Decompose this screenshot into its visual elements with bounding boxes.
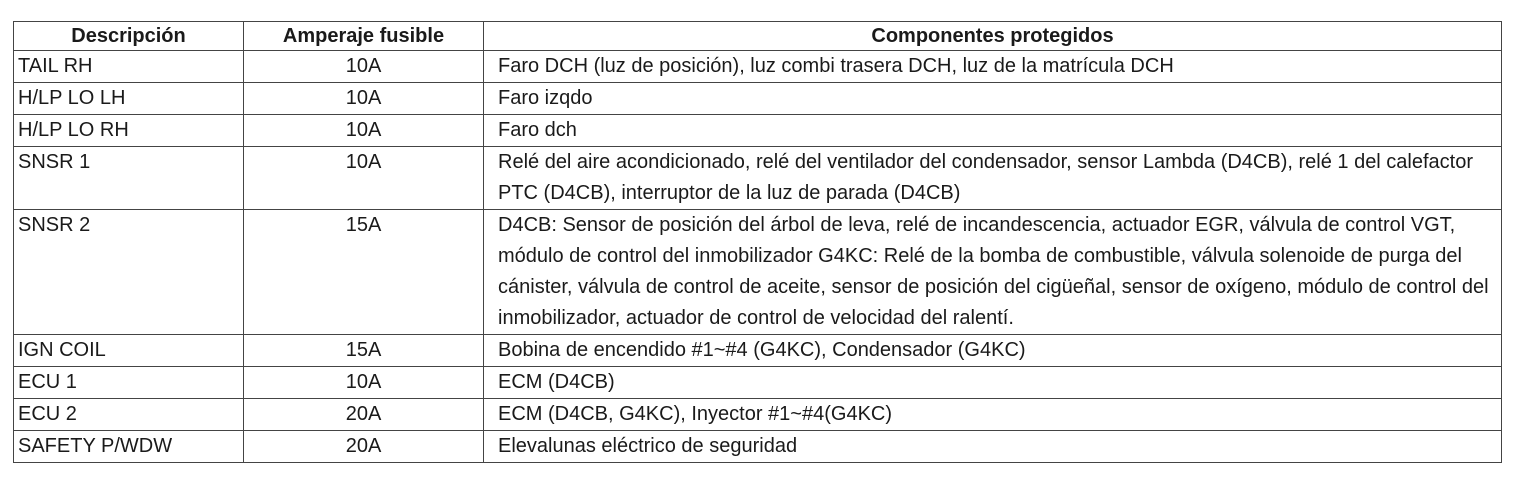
table-row [14, 335, 1502, 367]
header-row [14, 22, 1502, 51]
table-row [14, 147, 1502, 210]
cell-amperage: 20A [244, 399, 484, 431]
table-row [14, 51, 1502, 83]
cell-amperage: 15A [244, 210, 484, 335]
cell-components: Faro DCH (luz de posición), luz combi trasera DCH, luz de la matrícula DCH [484, 51, 1502, 83]
header-components: Componentes protegidos [484, 22, 1502, 51]
fuse-table [13, 21, 1502, 463]
cell-components: D4CB: Sensor de posición del árbol de leva, relé de incandescencia, actuador EGR, válvula de control VGT, módulo de control del inmobilizador G4KC: Relé de la bomba de combustible, válvula solenoide de purga del cánister, válvula de control de aceite, sensor de posición del cigüeñal, sensor de oxígeno, módulo de control del inmobilizador, actuador de control de velocidad del ralentí. [484, 210, 1502, 335]
cell-description: ECU 1 [14, 367, 244, 399]
cell-components: ECM (D4CB) [484, 367, 1502, 399]
cell-description: SAFETY P/WDW [14, 431, 244, 463]
cell-description: ECU 2 [14, 399, 244, 431]
header-amperage: Amperaje fusible [244, 22, 484, 51]
cell-amperage: 15A [244, 335, 484, 367]
table-row [14, 431, 1502, 463]
table-body [14, 51, 1502, 463]
cell-components: Relé del aire acondicionado, relé del ventilador del condensador, sensor Lambda (D4CB), relé 1 del calefactor PTC (D4CB), interruptor de la luz de parada (D4CB) [484, 147, 1502, 210]
cell-components: ECM (D4CB, G4KC), Inyector #1~#4(G4KC) [484, 399, 1502, 431]
header-description: Descripción [14, 22, 244, 51]
cell-description: IGN COIL [14, 335, 244, 367]
cell-amperage: 20A [244, 431, 484, 463]
cell-description: SNSR 2 [14, 210, 244, 335]
cell-amperage: 10A [244, 367, 484, 399]
cell-description: H/LP LO LH [14, 83, 244, 115]
cell-description: TAIL RH [14, 51, 244, 83]
cell-amperage: 10A [244, 147, 484, 210]
cell-description: H/LP LO RH [14, 115, 244, 147]
table-row [14, 399, 1502, 431]
table-row [14, 83, 1502, 115]
cell-amperage: 10A [244, 115, 484, 147]
table-row [14, 210, 1502, 335]
table-header [14, 22, 1502, 51]
cell-amperage: 10A [244, 51, 484, 83]
cell-components: Elevalunas eléctrico de seguridad [484, 431, 1502, 463]
cell-components: Faro dch [484, 115, 1502, 147]
cell-amperage: 10A [244, 83, 484, 115]
cell-components: Bobina de encendido #1~#4 (G4KC), Condensador (G4KC) [484, 335, 1502, 367]
table-row [14, 367, 1502, 399]
table-row [14, 115, 1502, 147]
cell-description: SNSR 1 [14, 147, 244, 210]
cell-components: Faro izqdo [484, 83, 1502, 115]
